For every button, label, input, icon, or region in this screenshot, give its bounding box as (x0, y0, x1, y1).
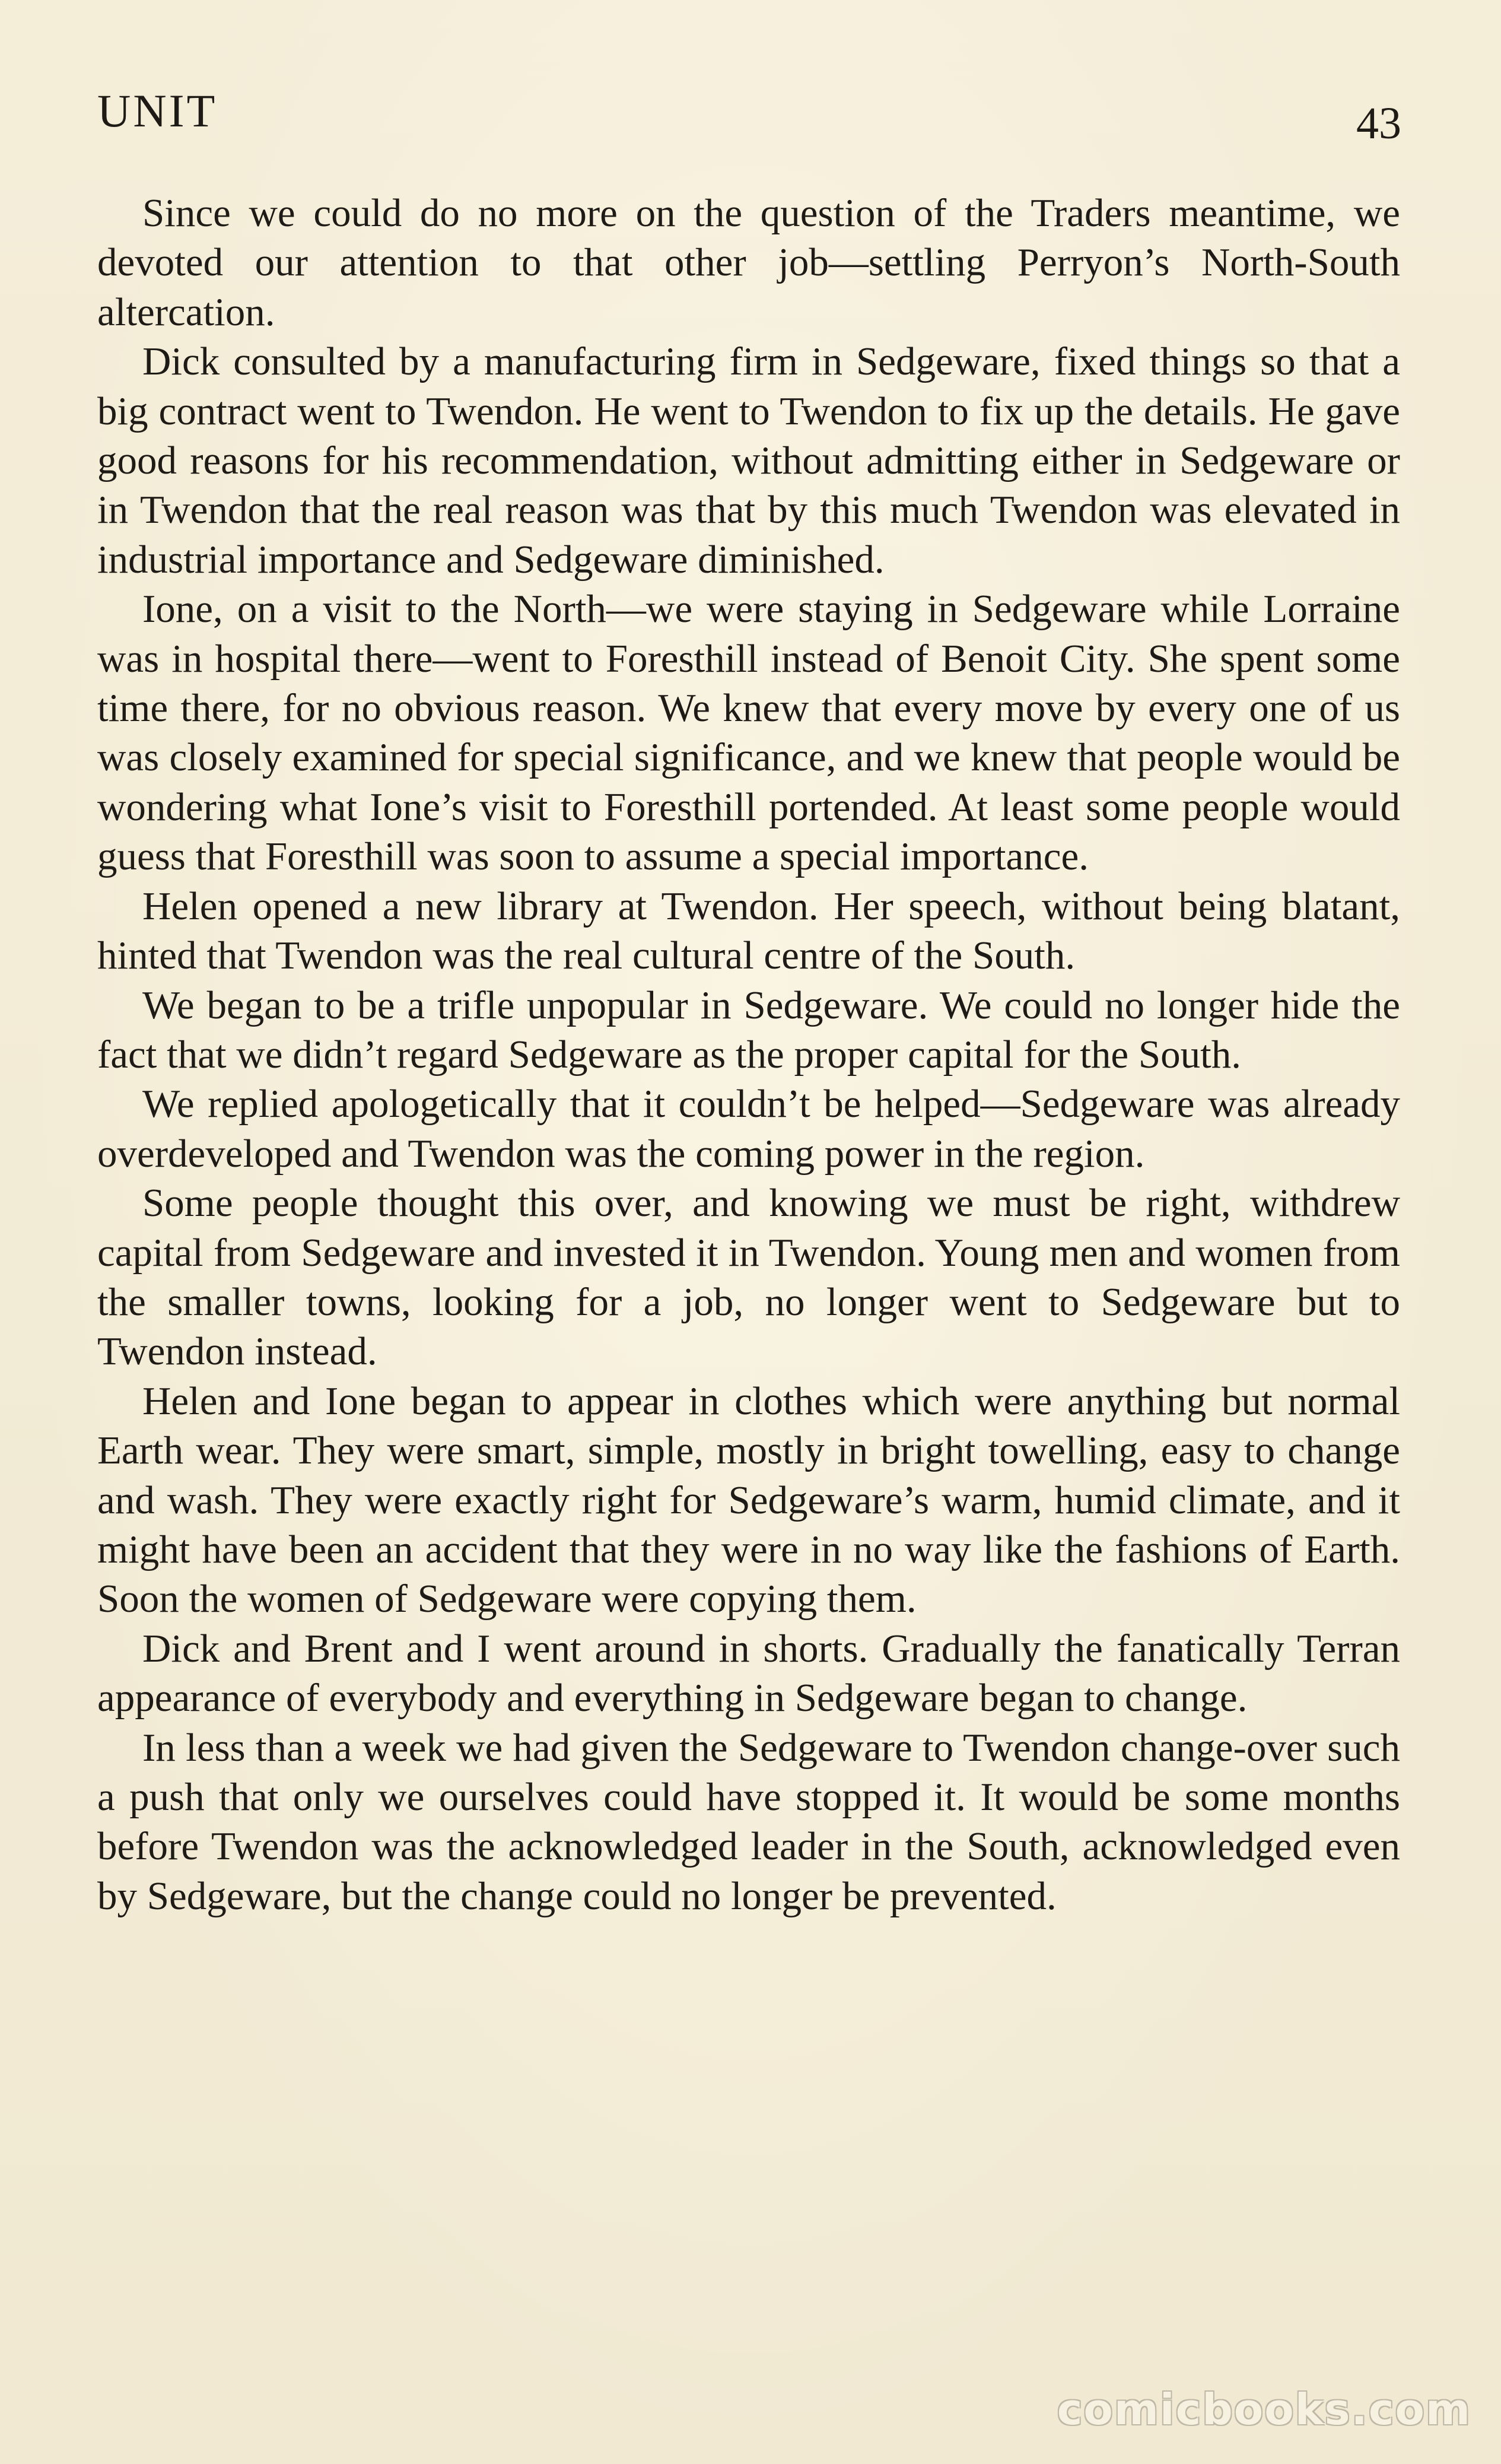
paragraph: Ione, on a visit to the North—we were staying in Sedgeware while Lorraine was in hospital there—went to Foresthill instead of Benoit City. She spent some time there, for no obvious reason. We knew that every move by every one of us was closely examined for special significance, and we knew that people would be wondering what Ione’s visit to Foresthill portended. At least some people would guess that Foresthill was soon to assume a special importance. (97, 587, 1400, 879)
watermark: comicbooks.com (1057, 2384, 1471, 2434)
paragraph: In less than a week we had given the Sedgeware to Twendon change-over such a push that only we ourselves could have stopped it. It would be some months before Twendon was the acknowledged leader in the South, acknowledged even by Sedgeware, but the change could no longer be prevented. (97, 1725, 1400, 1918)
paragraph: We replied apologetically that it couldn’t be helped—Sedgeware was already overdeveloped and Twendon was the coming power in the region. (97, 1082, 1400, 1176)
paragraph: Helen opened a new library at Twendon. Her speech, without being blatant, hinted that Twendon was the real cultural centre of the South. (97, 884, 1400, 978)
paragraph: Dick consulted by a manufacturing firm in Sedgeware, fixed things so that a big contract went to Twendon. He went to Twendon to fix up the details. He gave good reasons for his recommendation, without admitting either in Sedgeware or in Twendon that the real reason was that by this much Twendon was elevated in industrial importance and Sedgeware diminished. (97, 339, 1400, 582)
running-head-title: UNIT (97, 85, 218, 136)
paragraph: Dick and Brent and I went around in shorts. Gradually the fanatically Terran appearance of everybody and everything in Sedgeware began to change. (97, 1626, 1400, 1720)
paragraph: Some people thought this over, and knowing we must be right, withdrew capital from Sedgeware and invested it in Twendon. Young men and women from the smaller towns, looking for a job, no longer went to Sedgeware but to Twendon instead. (97, 1181, 1400, 1374)
body-text (97, 189, 1400, 1921)
paragraph: Since we could do no more on the question of the Traders meantime, we devoted our attention to that other job—settling Perryon’s North-South altercation. (97, 191, 1400, 334)
page-number: 43 (1356, 99, 1401, 148)
paragraph: Helen and Ione began to appear in clothes which were anything but normal Earth wear. They were smart, simple, mostly in bright towelling, easy to change and wash. They were exactly right for Sedgeware’s warm, humid climate, and it might have been an accident that they were in no way like the fashions of Earth. Soon the women of Sedgeware were copying them. (97, 1379, 1400, 1621)
paragraph: We began to be a trifle unpopular in Sedgeware. We could no longer hide the fact that we didn’t regard Sedgeware as the proper capital for the South. (97, 983, 1400, 1077)
